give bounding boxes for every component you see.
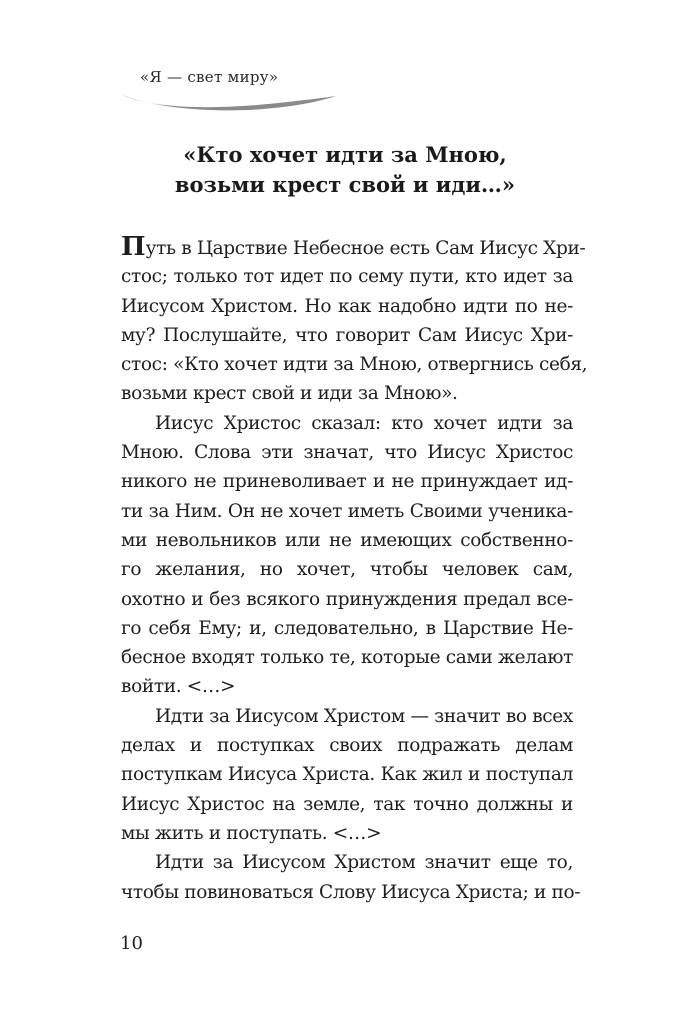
heading-line-2: возьми крест свой и иди…»: [174, 172, 516, 197]
text-line: Мною. Слова эти значат, что Иисус Христос: [121, 442, 573, 464]
text-line: ми невольников или не имеющих собственно-: [121, 529, 573, 551]
text-line: ти за Ним. Он не хочет иметь Своими ученика-: [121, 500, 573, 522]
text-line: Иисус Христос сказал: кто хочет идти за: [155, 412, 573, 434]
text-line: делах и поступках своих подражать делам: [121, 735, 573, 757]
text-line: бесное входят только те, которые сами желают: [121, 647, 573, 669]
body-text: [121, 232, 588, 907]
page-number: 10: [120, 933, 143, 954]
text-line: го себя Ему; и, следовательно, в Царствие Не-: [121, 617, 573, 639]
text-line: чтобы повиноваться Слову Иисуса Христа; и по-: [121, 881, 581, 903]
text-line: Идти за Иисусом Христом — значит во всех: [155, 705, 573, 727]
text-line: мы жить и поступать. <…>: [121, 822, 382, 844]
text-line: му? Послушайте, что говорит Сам Иисус Хри-: [121, 324, 573, 346]
ornament-swoosh: [118, 86, 338, 112]
text-line: никого не приневоливает и не принуждает ид-: [121, 471, 573, 493]
chapter-heading: [110, 140, 580, 200]
text-line: стос; только тот идет по сему пути, кто идет за: [121, 266, 573, 288]
text-line: Путь в Царствие Небесное есть Сам Иисус Хри-: [121, 232, 586, 262]
heading-line-1: «Кто хочет идти за Мною,: [183, 142, 507, 167]
text-line: Идти за Иисусом Христом значит еще то,: [155, 852, 573, 874]
text-line: войти. <…>: [121, 676, 236, 698]
text-line: го желания, но хочет, чтобы человек сам,: [121, 559, 573, 581]
text-line: возьми крест свой и иди за Мною».: [121, 383, 458, 405]
text-line: охотно и без всякого принуждения предал все-: [121, 588, 573, 610]
text-line: Иисус Христос на земле, так точно должны и: [121, 793, 573, 815]
text-line: стос: «Кто хочет идти за Мною, отвергнись себя,: [121, 354, 588, 376]
text-line: поступкам Иисуса Христа. Как жил и поступал: [121, 764, 573, 786]
running-head: «Я — свет миру»: [140, 68, 279, 86]
text-line: Иисусом Христом. Но как надобно идти по не-: [121, 295, 573, 317]
drop-cap: П: [121, 232, 146, 262]
